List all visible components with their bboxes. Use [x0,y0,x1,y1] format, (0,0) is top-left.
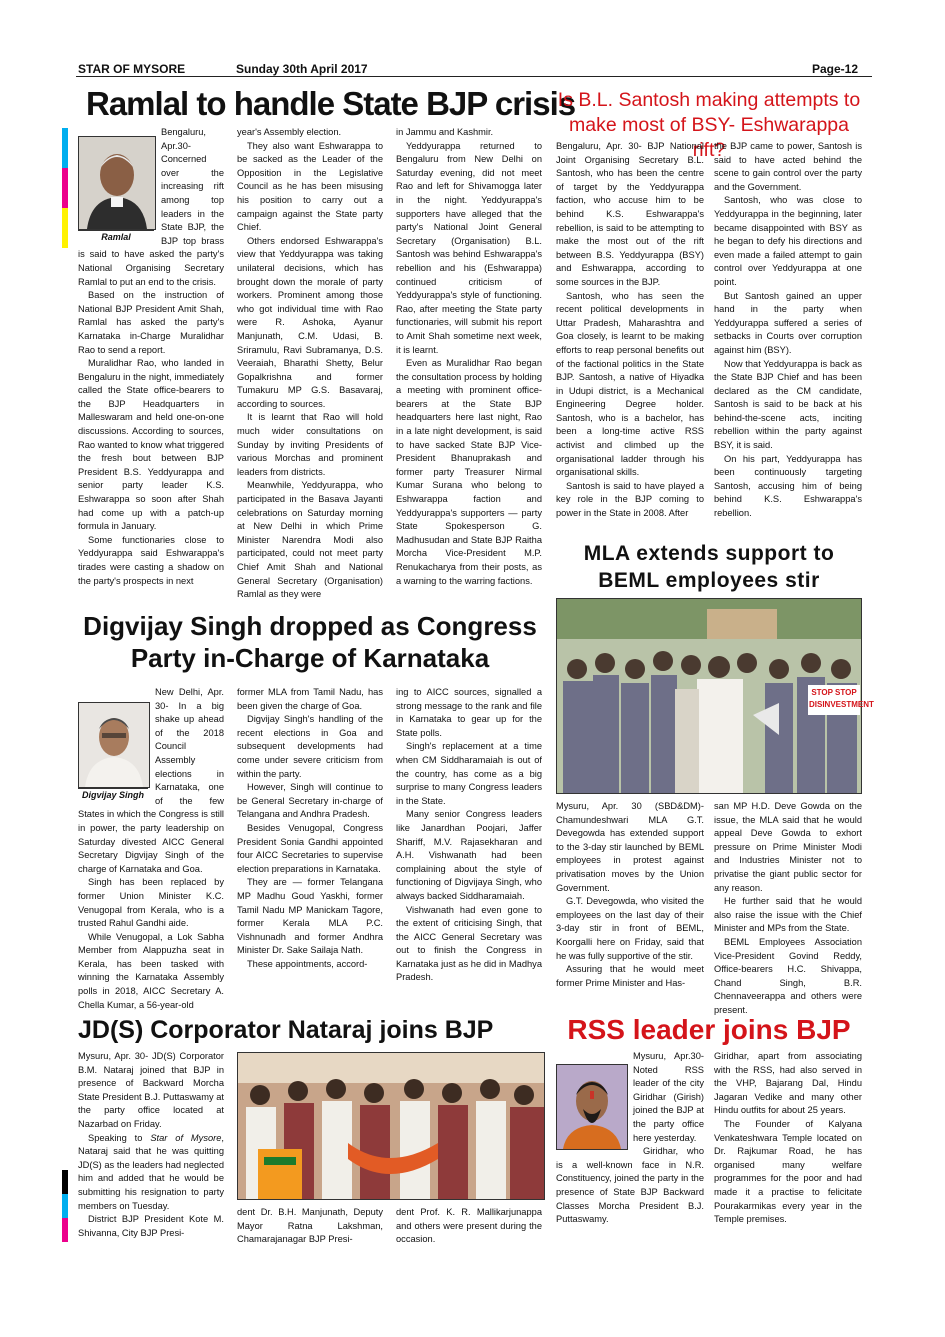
rss-p1: Mysuru, Apr.30- Noted RSS leader of the city Giridhar (Girish) joined the BJP at the party office here yesterday. [633,1051,704,1143]
giridhar-photo [556,1064,628,1150]
ramlal-c2-p3: Others endorsed Eshwarappa's view that Yeddyurappa was taking unilateral decisions, which has brought down the morale of party workers. Prominent among those who got individual time with Rao were R. Ashoka, Ayanur Manjunath, C.M. Udasi, B. Sriramulu, Ravi Subramanya, D.S. Veeraiah, Bharathi Shetty, Belur Gopalkrishna and former Tumakuru MP G.S. Basavaraj, according to sources. [237,235,383,409]
beml-col-2 [714,800,862,1015]
digvijay-photo-caption: Digvijay Singh [78,788,148,803]
ramlal-c3-p3: Even as Muralidhar Rao began the consultation process by holding a meeting with prominent office-bearers at the State BJP headquarters here last night, Rao in a late night development, is said to have sacked State BJP Vice-President Bhanuprakash and former party Treasurer Nirmal Kumar Surana who belong to Eshwarappa faction and Yeddyurappa's supporters — party State Spokesperson G. Madhusudan and State BJP Raitha Morcha Vice-President M.P. Renukacharya from their posts, as a warning to the warring factions. [396,358,542,586]
digvijay-p3: While Venugopal, a Lok Sabha Member from Alappuzha seat in Kerala, has been tasked with winning the Karnataka Assembly polls in 2018, AICC Secretary A. Chella Kumar, a 56-year-old [78,931,224,1010]
santosh-headline: Is B.L. Santosh making attempts to make most of BSY- Eshwarappa rift? [557,89,861,161]
santosh-c2-p4: Now that Yeddyurappa is back as the State BJP Chief and has been declared as the CM candidate, Santosh is said to be back at his behind-the-scene acts, inciting rebellion within the party against BSY, it is said. [714,358,862,451]
digvijay-p2: Singh has been replaced by former Union Minister K.C. Venugopal from Kerala, who is a trusted Rahul Gandhi aide. [78,877,224,929]
nataraj-col-1 [78,1050,224,1250]
ramlal-p2: Based on the instruction of National BJP President Amit Shah, Ramlal has asked the party's Karnataka in-Charge Muralidhar Rao to send a report. [78,290,224,355]
santosh-p1: Bengaluru, Apr. 30- BJP National Joint Organising Secretary B.L. Santosh, who has been the centre of target by the Yeddyurappa faction, who accuse him to be behind K.S. Eshwarappa's rebellion, is said to be attempting to make the most out of the rift between B.S. Yeddyurappa (BSY) and Eshwarappa, according to some sources in the BJP. [556,141,704,287]
digvijay-c3-p1: ing to AICC sources, signalled a strong message to the rank and file in Karnataka to gear up for the State polls. [396,687,542,738]
nataraj-p2-post: , Nataraj said that he was quitting JD(S) as the leaders had neglected him and added that he would be submitting his resignation to party members on Tuesday. [78,1132,225,1211]
digvijay-c2-p6: These appointments, accord- [247,958,368,969]
beml-c2-p2: He further said that he would also raise the issue with the Chief Minister and MPs from the State. [714,896,862,934]
ramlal-p4: Some functionaries close to Yeddyurappa said Eshwarappa's tirades were casting a shadow on the party's prospects in next [78,534,224,586]
ramlal-col-3 [396,126,542,602]
beml-c2-p3: BEML Employees Association Vice-President Govind Reddy, Office-bearers H.C. Shivappa, Chand Singh, B.R. Chennaveerappa and others were present. [714,936,862,1015]
digvijay-portrait [79,703,149,787]
masthead-rule [76,76,872,77]
paper-name: STAR OF MYSORE [78,62,186,76]
rss-c2-p1: Giridhar, apart from associating with the RSS, had also served in the VHP, Bajarang Dal, Hindu Jagaran Vedike and many other Hindu outfits for about 25 years. [714,1051,862,1116]
santosh-p2: Santosh, who has seen the recent political developments in Uttar Pradesh, Maharashtra and Goa closely, is learnt to be making efforts to reap personal benefits out of the factional politics in the State BJP. Santosh, a native of Hiyadka in Udupi district, is a Mechanical Engineering Degree holder. Santosh, who is a bachelor, has been a long-time active RSS activist and climbed up the organisational ladder through his organisational skills. [556,290,704,478]
ramlal-photo-caption: Ramlal [78,230,154,245]
santosh-p3: Santosh is said to have played a key role in the BJP coming to power in the State in 2008. After [556,480,704,519]
giridhar-portrait [557,1065,627,1149]
nataraj-joining-scene [238,1053,544,1199]
ramlal-c2-p5: Meanwhile, Yeddyurappa, who participated in the Basava Jayanti celebrations on Saturday morning at New Delhi in which Prime Minister Narendra Modi also participated, could not meet party Chief Amit Shah and National General Secretary (Organisation) Ramlal as they were [237,480,383,600]
ramlal-photo [78,136,156,230]
digvijay-p1: New Delhi, Apr. 30- In a big shake up ahead of the 2018 Council Assembly elections in Karnataka, one of the few States in which the Congress is still in power, the party leadership on Saturday divested AICC General Secretary Digvijay Singh of the charge of Karnataka and Goa. [78,687,224,874]
digvijay-c3-p4: Vishwanath had even gone to the extent of criticising Singh, that the AICC General Secretary was out to finish the Congress in Karnataka just as he did in Madhya Pradesh. [396,904,542,983]
registration-bar-black [62,1170,68,1194]
beml-p3: Assuring that he would meet former Prime Minister and Has- [556,964,704,988]
registration-bar-magenta-2 [62,1218,68,1242]
santosh-c2-p1: the BJP came to power, Santosh is said to have acted behind the scene to gain control over the party and the Government. [714,141,862,192]
nataraj-p1: Mysuru, Apr. 30- JD(S) Corporator B.M. Nataraj joined that BJP in presence of Backward Morcha State President B.J. Puttaswamy at the party office located at Nazarbad on Friday. [78,1051,224,1129]
beml-headline: MLA extends support to BEML employees stir [583,542,835,592]
digvijay-headline-line-2: Party in-Charge of Karnataka [130,643,490,673]
digvijay-col-2 [237,686,383,1006]
ramlal-col-2 [237,126,383,602]
ramlal-c3-p1: in Jammu and Kashmir. [396,127,494,137]
stop-disinvestment-banner: STOP STOP DISINVESTMENT [809,688,874,709]
santosh-c2-p3: But Santosh gained an upper hand in the party when Yeddyurappa suffered a series of setbacks in Courts over corruption against him (BSY). [714,290,862,355]
digvijay-c2-p4: Besides Venugopal, Congress President Sonia Gandhi appointed four AICC Secretaries to supervise election preparations in Karnataka. [237,822,383,874]
beml-p1: Mysuru, Apr. 30 (SBD&DM)- Chamundeshwari MLA G.T. Devegowda has extended support to the 3-day stir launched by BEML employees in protest against privatisation moves by the Union Government. [556,801,704,893]
ramlal-c3-p2: Yeddyurappa returned to Bengaluru from New Delhi on Saturday evening, did not meet Rao and left for Shivamogga later in the night. Yeddyurappa's supporters have alleged that the party's National Joint General Secretary (Organisation) B.L. Santosh was behind Eshwarappa's rebellion and his (Eshwarappa) continued criticism of Yeddyurappa's style of functioning. Rao, after meeting the State party functionaries, will submit his report to Amit Shah sometime next week, it is learnt. [396,140,542,355]
ramlal-photo-box [78,126,156,244]
nataraj-headline: JD(S) Corporator Nataraj joins BJP [78,1016,494,1044]
nataraj-c3-p1: dent Prof. K. R. Mallikarjunappa and others were present during the occasion. [396,1207,542,1245]
ramlal-headline: Ramlal to handle State BJP crisis [86,85,576,122]
rss-headline: RSS leader joins BJP [567,1014,851,1045]
nataraj-col-3 [396,1206,542,1250]
digvijay-c2-p1: former MLA from Tamil Nadu, has been given the charge of Goa. [237,687,383,711]
ramlal-c2-p4: It is learnt that Rao will hold much wider consultations on Sunday by inviting Presidents of various Morchas and prominent leaders from districts. [237,412,383,477]
digvijay-photo-box [78,686,150,798]
registration-bar-yellow [62,208,68,248]
nataraj-p2 [78,1132,224,1214]
beml-p2: G.T. Devegowda, who visited the employees on the last day of their 3-day stir in front of BEML, Koorgalli here on Friday, said that he was fully supportive of the stir. [556,896,704,961]
digvijay-col-1 [78,686,224,1010]
santosh-col-1 [556,140,704,532]
rss-photo-box [556,1050,628,1152]
digvijay-c3-p2: Singh's replacement at a time when CM Siddharamaiah is out of the country, has come as a big surprise to many Congress leaders in the State. [396,741,542,806]
nataraj-p2-pre: Speaking to [88,1132,151,1143]
registration-bar-magenta [62,168,68,208]
rss-c2-p2: The Founder of Kalyana Venkateshwara Temple located on Dr. Rajkumar Road, he has organised many welfare programmes for the poor and had made it a practise to felicitate Pourakarmikas every year in the Temple premises. [714,1118,862,1225]
ramlal-c2-p1: year's Assembly election. [237,127,342,137]
nataraj-col-2 [237,1206,383,1250]
ramlal-p1: Bengaluru, Apr.30- Concerned over the increasing rift among top leaders in the State BJP, the BJP top brass is said to have asked the party's National Organising Secretary Ramlal to put an end to the crisis. [78,127,224,287]
rss-col-1 [556,1050,704,1250]
beml-c2-p1: san MP H.D. Deve Gowda on the issue, the MLA said that he would appeal Deve Gowda to exhort pressure on Prime Minister Modi and Industries Minister not to privatise the giant public sector for any reason. [714,801,862,893]
ramlal-portrait [79,137,155,229]
santosh-c2-p5: On his part, Yeddyurappa has been continuously targeting Santosh, accusing him of being behind K.S. Eshwarappa's rebellion. [714,453,862,519]
digvijay-col-3 [396,686,542,1006]
digvijay-photo [78,702,150,788]
nataraj-p2-paper: Star of Mysore [150,1132,222,1143]
ramlal-col-1 [78,126,224,602]
digvijay-c2-p2: Digvijay Singh's handling of the recent elections in Goa and subsequent developments had come under severe criticism from within the party. [237,714,383,779]
ramlal-c2-p2: They also want Eshwarappa to be sacked as the Leader of the Opposition in the Legislative Council as he has been misusing his position to carry out a campaign against the State party Chief. [237,140,383,233]
nataraj-joining-photo [237,1052,545,1200]
rss-p2: Giridhar, who is a well-known face in N.R. Constituency, joined the party in the presence of State BJP Backward Classes Morcha President B.J. Puttaswamy. [556,1146,704,1225]
digvijay-headline [78,610,542,674]
santosh-c2-p2: Santosh, who was close to Yeddyurappa in the beginning, later became disappointed with BSY as he began to defy his directions and even made a failed attempt to gain control over Yeddyurappa at one point. [714,195,862,287]
registration-bar-cyan [62,128,68,168]
beml-protest-photo [556,598,874,794]
ramlal-p3: Muralidhar Rao, who landed in Bengaluru in the night, immediately called the State office-bearers to the BJP Headquarters in Malleswaram and held one-on-one discussions. According to sources, Rao wanted to know what triggered the fresh bout between BJP President B.S. Yeddyurappa and senior party leader K.S. Eshwarappa so soon after Shah had come up with a patch-up formula in January. [78,358,224,532]
nataraj-c2-p1: dent Dr. B.H. Manjunath, Deputy Mayor Ratna Lakshman, Chamarajanagar BJP Presi- [237,1207,383,1245]
digvijay-c2-p3: However, Singh will continue to be General Secretary in-charge of Telangana and Andhra Pradesh. [237,782,383,820]
digvijay-c3-p3: Many senior Congress leaders like Janardhan Poojari, Jaffer Shariff, M.V. Rajasekharan and A.H. Vishwanath had been complaining about the style of functioning of Digvijaya Singh, who always backed Siddharamaiah. [396,809,542,901]
digvijay-headline-line-1: Digvijay Singh dropped as Congress [83,611,537,641]
beml-col-1 [556,800,704,1010]
santosh-col-2 [714,140,862,532]
issue-date: Sunday 30th April 2017 [236,62,368,76]
rss-col-2 [714,1050,862,1250]
page-number: Page-12 [812,62,859,76]
digvijay-c2-p5: They are — former Telangana MP Madhu Goud Yaskhi, former Tamil Nadu MP Manickam Tagore, former Kerala MLA P.C. Vishnunadh and former Andhra Minister Dr. Sake Sailaja Nath. [237,877,383,956]
registration-bar-cyan-2 [62,1194,68,1218]
nataraj-p3: District BJP President Kote M. Shivanna, City BJP Presi- [78,1214,224,1238]
